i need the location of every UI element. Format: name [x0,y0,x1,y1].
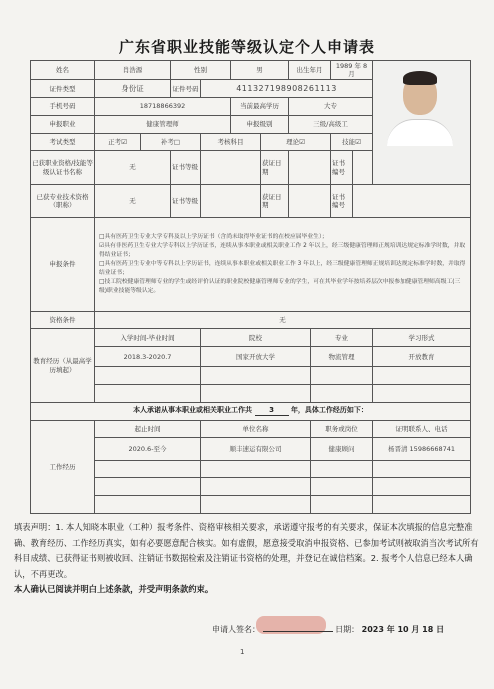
held-qual-cert-no-value [353,151,373,184]
held-qual-cert-no-label: 证书编号 [331,151,353,184]
work-contact: 杨晋清 15986668741 [373,438,471,460]
held-title-cert-level-value [201,184,261,217]
photo-hair [403,71,437,85]
work-empty-cell [373,478,471,496]
gender-label: 性别 [171,61,231,80]
work-empty-cell [201,496,311,514]
education-value: 大专 [289,97,373,115]
id-type-value: 身份证 [95,80,171,98]
form-title: 广东省职业技能等级认定个人申请表 [118,38,375,56]
work-header-contact: 证明联系人、电话 [373,420,471,438]
edu-mode: 开放教育 [373,347,471,367]
held-title-value: 无 [95,184,171,217]
level-value: 三级/高级工 [289,115,373,133]
edu-period: 2018.3-2020.7 [95,347,201,367]
birth-label: 出生年月 [289,61,331,80]
held-title-issue-date-value [289,184,331,217]
exam-subject-label: 考核科目 [201,133,261,151]
exam-type-label: 考试类型 [31,133,95,151]
signature-field [263,631,333,632]
work-row [31,438,471,460]
condition-item: ☑具有非医药卫生专业大学专科以上学历证书，连续从事本职业或相关职业工作 2 年以上，经三级健康管理师正规培训达规定标准学时数，并取得结业证书； [99,242,466,258]
declaration-paragraph: 填表声明：1. 本人知晓本职业（工种）报考条件、资格审核相关要求，承诺遵守报考的有关要求，保证本次填报的信息完整准确、教育经历、工作经历真实，如有必要愿意配合核实。如有虚假，愿意接受取消申报资格、已参加考试则被取消当次考试所有科目成绩、已获得证书则被收回、注销证书数据检索及注销证书资格的处理，并登记在诚信档案。2. 报考个人信息已经本人确认，不再更改。 [14,522,479,579]
name-value: 肖浩源 [95,61,171,80]
phone-label: 手机号码 [31,97,95,115]
qual-cond-label: 资格条件 [31,311,95,329]
level-label: 申报级别 [231,115,289,133]
work-empty-cell [373,460,471,478]
work-empty-cell [201,460,311,478]
held-title-cert-no-value [353,184,471,217]
held-title-label: 已获专业技术资格（职称） [31,184,95,217]
edu-major: 物流管理 [311,347,373,367]
declaration [14,520,484,598]
declaration-confirm: 本人确认已阅读并明白上述条款，并受声明条款约束。 [14,584,214,594]
held-qual-value: 无 [95,151,171,184]
applicant-photo [373,61,471,185]
work-company: 顺丰速运有限公司 [201,438,311,460]
edu-empty-cell [311,384,373,402]
work-header-company: 单位名称 [201,420,311,438]
work-empty-cell [311,496,373,514]
held-qual-issue-date-label: 获证日期 [261,151,289,184]
skill-option: 技能☑ [331,133,373,151]
held-title-cert-no-label: 证书编号 [331,184,353,217]
edu-header-period: 入学时间-毕业时间 [95,329,201,347]
qual-cond-value: 无 [95,311,471,329]
id-no-value: 411327198908261113 [201,80,373,98]
birth-value: 1989 年 8 月 [331,61,373,80]
work-period: 2020.6-至今 [95,438,201,460]
exam-normal-option: 正考☑ [95,133,141,151]
date-value: 2023 年 10 月 18 日 [361,625,445,634]
theory-option: 理论☑ [261,133,331,151]
edu-empty-cell [95,367,201,385]
edu-empty-cell [201,384,311,402]
occupation-value: 健康管理师 [95,115,231,133]
edu-empty-cell [373,384,471,402]
edu-school: 国家开放大学 [201,347,311,367]
edu-history-label: 教育经历（从最高学历填起） [31,329,95,402]
work-intro-tail: 年，具体工作经历如下： [290,406,368,415]
edu-row [31,347,471,367]
name-label: 姓名 [31,61,95,80]
work-history-label: 工作经历 [31,420,95,513]
work-intro-text: 本人承诺从事本职业或相关职业工作共 [133,406,253,415]
gender-value: 男 [231,61,289,80]
date-label: 日期： [335,625,360,634]
work-empty-cell [95,496,201,514]
held-title-cert-level-label: 证书等级 [171,184,201,217]
edu-header-major: 专业 [311,329,373,347]
edu-empty-cell [201,367,311,385]
work-empty-cell [95,478,201,496]
held-qual-issue-date-value [289,151,331,184]
id-no-label: 证件号码 [171,80,201,98]
held-title-issue-date-label: 获证日期 [261,184,289,217]
photo-shirt [387,119,453,146]
conditions-list [95,218,471,311]
edu-empty-cell [95,384,201,402]
occupation-label: 申报职业 [31,115,95,133]
held-qual-cert-level-value [201,151,261,184]
edu-header-mode: 学习形式 [373,329,471,347]
work-position: 健康顾问 [311,438,373,460]
work-empty-cell [201,478,311,496]
condition-item: □具有医药卫生专业大学专科及以上学历证书（含尚未取得毕业证书的在校应届毕业生）； [99,233,328,240]
signature-label: 申请人签名： [212,625,260,634]
exam-retake-option: 补考□ [141,133,201,151]
work-empty-cell [311,460,373,478]
id-type-label: 证件类型 [31,80,95,98]
work-empty-cell [95,460,201,478]
signature-line [212,624,444,635]
held-qual-label: 已获职业资格/技能等级认证书名称 [31,151,95,184]
edu-empty-cell [311,367,373,385]
work-header-position: 职务或岗位 [311,420,373,438]
work-empty-cell [311,478,373,496]
condition-item: □技工院校健康管理师专业的学生或经评价认证的职业院校健康管理师专业的学生，可在其毕业学年按培养层次申报参加健康管理师高级工(三级)职业技能等级认定。 [99,278,461,294]
edu-empty-cell [373,367,471,385]
work-header-period: 起止时间 [95,420,201,438]
edu-header-school: 院校 [201,329,311,347]
application-table [30,60,470,514]
condition-item: □具有医药卫生专业中等专科以上学历证书，连续从事本职业或相关职业工作 3 年以上，经三级健康管理师正规培训达规定标准学时数，并取得结业证书； [99,260,466,276]
work-empty-cell [373,496,471,514]
education-label: 当前最高学历 [231,97,289,115]
conditions-label: 申报条件 [31,218,95,311]
held-qual-cert-level-label: 证书等级 [171,151,201,184]
page-number: 1 [240,648,245,656]
work-years: 3 [255,406,289,416]
work-intro [31,402,471,420]
phone-value: 18718866392 [95,97,231,115]
